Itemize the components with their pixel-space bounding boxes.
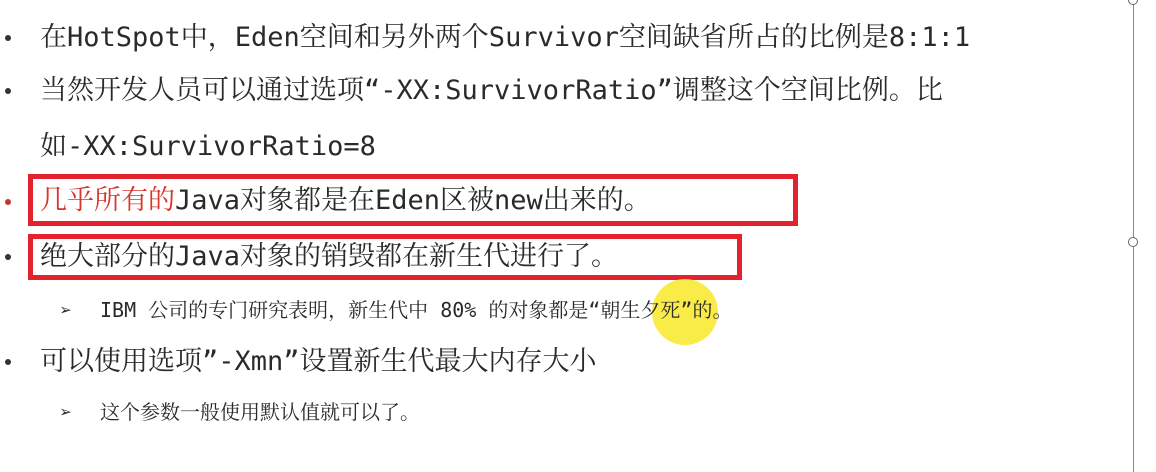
bullet-marker	[5, 199, 11, 205]
sub-item-1-before: IBM 公司的专门研究表明，新生代中 80% 的	[100, 298, 509, 322]
bullet-3-red-text: 几乎所有的	[40, 185, 175, 216]
sub-item-2-text: 这个参数一般使用默认值就可以了。	[100, 400, 420, 424]
sub-item-1-text	[100, 300, 732, 320]
bullet-marker	[5, 35, 11, 41]
sub-bullet-arrow-icon: ➢	[60, 400, 73, 424]
selection-frame-edge	[1133, 0, 1134, 472]
bullet-3-rest-text: Java对象都是在Eden区被new出来的。	[175, 185, 651, 216]
sub-item-1-after: 都是“朝生夕死”的。	[548, 298, 733, 322]
bullet-marker	[5, 254, 11, 260]
resize-handle-middle[interactable]	[1128, 237, 1138, 247]
bullet-5-text: 可以使用选项”-Xmn”设置新生代最大内存大小	[40, 346, 597, 377]
bullet-marker	[5, 88, 11, 94]
bullet-3-text	[40, 187, 651, 214]
sub-item-1-highlight: 对象	[508, 298, 549, 322]
bullet-marker	[5, 359, 11, 365]
bullet-1-text: 在HotSpot中，Eden空间和另外两个Survivor空间缺省所占的比例是8:1:1	[40, 22, 971, 53]
resize-handle-top[interactable]	[1128, 0, 1138, 5]
bullet-2-text-line1: 当然开发人员可以通过选项“-XX:SurvivorRatio”调整这个空间比例。比	[40, 75, 943, 106]
bullet-4-text: 绝大部分的Java对象的销毁都在新生代进行了。	[40, 241, 619, 272]
bullet-2-text-line2: 如-XX:SurvivorRatio=8	[40, 131, 376, 162]
sub-bullet-arrow-icon: ➢	[60, 298, 73, 322]
